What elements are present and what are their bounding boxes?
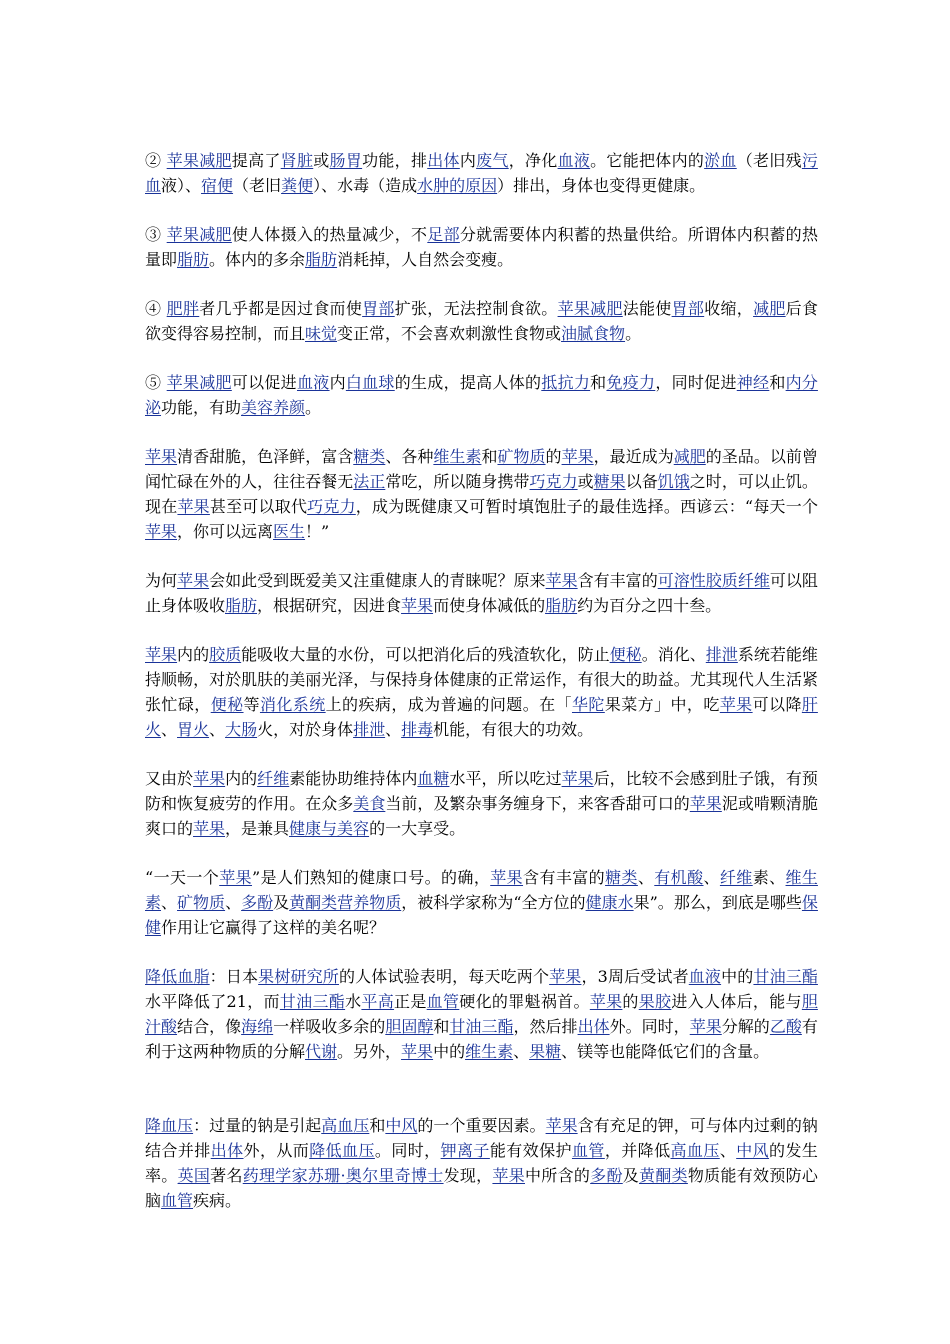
hyperlink[interactable]: 血管 <box>426 992 460 1011</box>
hyperlink[interactable]: 宿便 <box>201 176 234 195</box>
hyperlink[interactable]: 维生素 <box>465 1042 514 1061</box>
hyperlink[interactable]: 肥胖 <box>166 299 200 318</box>
text-segment: 、各种 <box>385 447 434 466</box>
text-segment: ，根据研究，因进食 <box>257 596 402 615</box>
text-segment: 提高了 <box>231 151 281 170</box>
hyperlink[interactable]: 健康水 <box>585 893 634 912</box>
text-segment: 外，从而 <box>243 1141 310 1160</box>
text-segment: 进入人体后，能与 <box>671 992 802 1011</box>
hyperlink[interactable]: 苹果 <box>219 868 253 887</box>
text-segment: 素、 <box>752 868 786 887</box>
text-segment: 清香甜脆，色泽鲜，富含 <box>177 447 354 466</box>
hyperlink[interactable]: 减肥 <box>673 447 706 466</box>
text-segment: （老旧残 <box>736 151 802 170</box>
hyperlink[interactable]: 果树研究所 <box>258 967 339 986</box>
hyperlink[interactable]: 乙酸 <box>769 1017 802 1036</box>
paragraph-4 <box>145 370 818 420</box>
hyperlink[interactable]: 巧克力 <box>529 472 578 491</box>
text-segment: 和 <box>769 373 786 392</box>
hyperlink[interactable]: 可溶性胶质纤维 <box>657 571 770 590</box>
text-segment: 以备 <box>625 472 658 491</box>
text-segment: 、镁等也能降低它们的含量。 <box>561 1042 770 1061</box>
text-segment: 、 <box>703 868 720 887</box>
text-segment: 中的 <box>433 1042 466 1061</box>
hyperlink[interactable]: 矿物质 <box>497 447 546 466</box>
hyperlink[interactable]: 胃部 <box>671 299 705 318</box>
hyperlink[interactable]: 出体 <box>210 1141 244 1160</box>
hyperlink[interactable]: 胃火 <box>177 720 210 739</box>
hyperlink[interactable]: 海绵 <box>241 1017 274 1036</box>
hyperlink[interactable]: 脂肪 <box>305 250 338 269</box>
text-segment: 内的 <box>177 645 210 664</box>
text-segment: 或 <box>313 151 330 170</box>
text-segment: 扩张，无法控制食欲。 <box>394 299 558 318</box>
text-segment: 、 <box>161 893 178 912</box>
hyperlink[interactable]: 便秘 <box>210 695 244 714</box>
hyperlink[interactable]: 多酚 <box>590 1166 623 1185</box>
hyperlink[interactable]: 高血压 <box>321 1116 370 1135</box>
hyperlink[interactable]: 苹果 <box>561 769 594 788</box>
hyperlink[interactable]: 苹果 <box>145 645 178 664</box>
hyperlink[interactable]: 减肥 <box>753 299 786 318</box>
text-segment: ，是兼具 <box>225 819 290 838</box>
text-segment: 能吸收大量的水份，可以把消化后的残渣软化，防止 <box>241 645 610 664</box>
text-segment: ”是人们熟知的健康口号。的确， <box>252 868 491 887</box>
paragraph-8 <box>145 766 818 841</box>
hyperlink[interactable]: 脂肪 <box>545 596 578 615</box>
hyperlink[interactable]: 苹果 <box>401 596 434 615</box>
hyperlink[interactable]: 代谢 <box>305 1042 338 1061</box>
text-segment: 内 <box>329 373 346 392</box>
hyperlink[interactable]: 血液 <box>557 151 591 170</box>
text-segment: 的圣品。以前曾闻忙碌在外的人，往往吞餐无 <box>145 447 818 491</box>
text-segment: 当前，及繁杂事务缠身下，来客香甜可口的 <box>385 794 690 813</box>
text-segment: ：日本 <box>209 967 259 986</box>
text-segment: 液）、 <box>161 176 202 195</box>
hyperlink[interactable]: 水肿的原因 <box>417 176 498 195</box>
text-segment: 火，对於身体 <box>257 720 354 739</box>
hyperlink[interactable]: 糖类 <box>605 868 638 887</box>
hyperlink[interactable]: 苏珊·奥尔里奇博士 <box>307 1166 444 1185</box>
text-segment: 之时，可以止饥。现在 <box>145 472 818 516</box>
text-segment: 物质能有效预防心脑 <box>145 1166 818 1210</box>
hyperlink[interactable]: 有机酸 <box>654 868 704 887</box>
text-segment: 为何 <box>145 571 178 590</box>
hyperlink[interactable]: 苹果 <box>145 522 178 541</box>
text-segment: 含有丰富的 <box>523 868 606 887</box>
text-segment: 消耗掉，人自然会变瘦。 <box>337 250 514 269</box>
hyperlink[interactable]: 苹果 <box>177 497 210 516</box>
text-segment: 。另外， <box>337 1042 402 1061</box>
text-segment: 中的 <box>721 967 754 986</box>
text-segment: 泥或啃颗清脆爽口的 <box>145 794 818 838</box>
hyperlink[interactable]: 苹果 <box>193 769 226 788</box>
hyperlink[interactable]: 苹果 <box>589 992 623 1011</box>
hyperlink[interactable]: 肾脏 <box>280 151 314 170</box>
hyperlink[interactable]: 肝火 <box>145 695 818 739</box>
hyperlink[interactable]: 果胶 <box>638 992 672 1011</box>
hyperlink[interactable]: 废气 <box>476 151 509 170</box>
hyperlink[interactable]: 苹果 <box>549 967 582 986</box>
hyperlink[interactable]: 血管 <box>571 1141 605 1160</box>
text-segment: 水平降低了21，而 <box>145 992 280 1011</box>
text-segment: 果菜方」中，吃 <box>604 695 720 714</box>
text-segment: 内的 <box>225 769 258 788</box>
text-segment: ② <box>145 151 167 170</box>
hyperlink[interactable]: 胆固醇 <box>385 1017 434 1036</box>
text-segment: ④ <box>145 299 167 318</box>
hyperlink[interactable]: 黄酮类营养物质 <box>289 893 402 912</box>
text-segment: 和 <box>590 373 607 392</box>
paragraph-6 <box>145 568 818 618</box>
hyperlink[interactable]: 苹果 <box>719 695 753 714</box>
hyperlink[interactable]: 糖类 <box>353 447 386 466</box>
hyperlink[interactable]: 高血压 <box>670 1141 720 1160</box>
hyperlink[interactable]: 饥饿 <box>657 472 690 491</box>
text-segment: 法能使 <box>622 299 672 318</box>
hyperlink[interactable]: 苹果 <box>177 571 210 590</box>
hyperlink[interactable]: 苹果 <box>561 447 594 466</box>
text-segment: ③ <box>145 225 167 244</box>
text-segment: 和 <box>369 1116 386 1135</box>
text-segment: 的 <box>545 447 562 466</box>
text-segment: 中所含的 <box>525 1166 591 1185</box>
hyperlink[interactable]: 苹果 <box>193 819 226 838</box>
text-segment: 。 <box>625 324 642 343</box>
hyperlink[interactable]: 胃部 <box>362 299 395 318</box>
text-segment: 有利于这两种物质的分解 <box>145 1017 818 1061</box>
text-segment: 甚至可以取代 <box>209 497 308 516</box>
hyperlink[interactable]: 保健 <box>145 893 818 937</box>
text-segment: 分解的 <box>721 1017 770 1036</box>
text-segment: ）排出，身体也变得更健康。 <box>497 176 706 195</box>
text-segment: 和 <box>433 1017 450 1036</box>
text-segment: （老旧 <box>233 176 282 195</box>
text-segment: 外。同时， <box>609 1017 690 1036</box>
text-segment: 。体内的多余 <box>209 250 306 269</box>
hyperlink[interactable]: 肠胃 <box>329 151 363 170</box>
hyperlink[interactable]: 消化系统 <box>259 695 326 714</box>
hyperlink[interactable]: 降血压 <box>145 1116 194 1135</box>
hyperlink[interactable]: 维生素 <box>433 447 482 466</box>
hyperlink[interactable]: 胶质 <box>209 645 242 664</box>
hyperlink[interactable]: 白血球 <box>345 373 395 392</box>
paragraph-1 <box>145 148 818 198</box>
text-segment: 一样吸收多余的 <box>273 1017 386 1036</box>
hyperlink[interactable]: 钾离子 <box>440 1141 490 1160</box>
text-segment: 结合，像 <box>177 1017 242 1036</box>
hyperlink[interactable]: 甘油三酯 <box>449 1017 514 1036</box>
hyperlink[interactable]: 中风 <box>736 1141 770 1160</box>
text-segment: 含有丰富的 <box>577 571 658 590</box>
hyperlink[interactable]: 血液 <box>688 967 722 986</box>
text-segment: 收缩， <box>704 299 754 318</box>
hyperlink[interactable]: 油腻食物 <box>561 324 626 343</box>
hyperlink[interactable]: 苹果 <box>545 571 578 590</box>
paragraph-11 <box>145 1113 818 1213</box>
text-segment: 及 <box>273 893 290 912</box>
text-segment: 水平，所以吃过 <box>449 769 562 788</box>
hyperlink[interactable]: 苹果减肥 <box>166 225 232 244</box>
hyperlink[interactable]: 苹果 <box>689 1017 722 1036</box>
hyperlink[interactable]: 矿物质 <box>177 893 226 912</box>
text-segment: 。 <box>305 398 322 417</box>
hyperlink[interactable]: 英国 <box>177 1166 211 1185</box>
hyperlink[interactable]: 神经 <box>736 373 770 392</box>
hyperlink[interactable]: 巧克力 <box>307 497 356 516</box>
text-segment: 约为百分之四十叁。 <box>577 596 722 615</box>
text-segment: 、 <box>637 868 655 887</box>
hyperlink[interactable]: 苹果 <box>492 1166 525 1185</box>
text-segment: ，最近成为 <box>593 447 674 466</box>
hyperlink[interactable]: 苹果减肥 <box>166 373 232 392</box>
text-segment: 分就需要体内积蓄的热量供给。所谓体内积蓄的热量即 <box>145 225 818 269</box>
text-segment: 的生成，提高人体的 <box>394 373 542 392</box>
hyperlink[interactable]: 甘油三酯 <box>279 992 346 1011</box>
text-segment: ，净化 <box>508 151 558 170</box>
text-segment: 著名 <box>210 1166 243 1185</box>
text-segment: 疾病。 <box>193 1191 242 1210</box>
text-segment: ⑤ <box>145 373 167 392</box>
text-segment: 。同时， <box>374 1141 441 1160</box>
hyperlink[interactable]: 胆汁酸 <box>145 992 818 1036</box>
hyperlink[interactable]: 苹果 <box>545 1116 578 1135</box>
hyperlink[interactable]: 淤血 <box>704 151 737 170</box>
text-segment: ，你可以远离 <box>177 522 274 541</box>
paragraph-3 <box>145 296 818 346</box>
text-segment: 会如此受到既爱美又注重健康人的青睐呢？原来 <box>209 571 546 590</box>
text-segment: ，成为既健康又可暂时填饱肚子的最佳选择。西谚云：“每天一个 <box>355 497 818 516</box>
hyperlink[interactable]: 味觉 <box>305 324 338 343</box>
text-segment: ：过量的钠是引起 <box>193 1116 322 1135</box>
text-segment: ，同时促进 <box>655 373 737 392</box>
text-segment: 素能协助维持体内 <box>289 769 418 788</box>
hyperlink[interactable]: 美容养颜 <box>241 398 306 417</box>
text-segment: ，被科学家称为“全方位的 <box>401 893 586 912</box>
text-segment: 果”。那么，到底是哪些 <box>633 893 802 912</box>
hyperlink[interactable]: 大肠 <box>225 720 258 739</box>
text-segment: 和 <box>481 447 498 466</box>
text-segment: 上的疾病，成为普遍的问题。在「 <box>325 695 572 714</box>
text-segment: ，然后排 <box>513 1017 578 1036</box>
text-segment: 变正常，不会喜欢刺激性食物或 <box>337 324 562 343</box>
text-segment: 的 <box>622 992 639 1011</box>
hyperlink[interactable]: 多酚 <box>241 893 274 912</box>
hyperlink[interactable]: 苹果减肥 <box>557 299 623 318</box>
text-segment: 。它能把体内的 <box>590 151 705 170</box>
hyperlink[interactable]: 平高 <box>361 992 395 1011</box>
hyperlink[interactable]: 糖果 <box>593 472 626 491</box>
hyperlink[interactable]: 血管 <box>161 1191 194 1210</box>
text-segment: 、 <box>161 720 178 739</box>
paragraph-9 <box>145 865 818 940</box>
hyperlink[interactable]: 药理学家 <box>242 1166 308 1185</box>
hyperlink[interactable]: 美食 <box>353 794 386 813</box>
text-segment: 、 <box>209 720 226 739</box>
text-segment: 含有充足的钾，可与体内过剩的钠结合并排 <box>145 1116 818 1160</box>
text-segment: 后，比较不会感到肚子饿，有预防和恢复疲劳的作用。在众多 <box>145 769 818 813</box>
paragraph-5 <box>145 444 818 544</box>
hyperlink[interactable]: 足部 <box>427 225 460 244</box>
text-segment: 正是 <box>394 992 427 1011</box>
text-segment: “一天一个 <box>145 868 220 887</box>
text-segment: 能有效保护 <box>489 1141 572 1160</box>
hyperlink[interactable]: 降低血压 <box>309 1141 375 1160</box>
hyperlink[interactable]: 出体 <box>427 151 460 170</box>
text-segment: 、 <box>225 893 242 912</box>
hyperlink[interactable]: 降低血脂 <box>145 967 210 986</box>
text-segment: 作用让它赢得了这样的美名呢？ <box>161 918 386 937</box>
text-segment: 使人体摄入的热量减少，不 <box>231 225 428 244</box>
text-segment: 。消化、 <box>641 645 706 664</box>
text-segment: 、 <box>719 1141 737 1160</box>
hyperlink[interactable]: 免疫力 <box>606 373 656 392</box>
text-segment: ，并降低 <box>604 1141 671 1160</box>
hyperlink[interactable]: 出体 <box>577 1017 610 1036</box>
text-segment: 又由於 <box>145 769 194 788</box>
text-segment: 后食欲变得容易控制，而且 <box>145 299 818 343</box>
hyperlink[interactable]: 纤维 <box>257 769 290 788</box>
hyperlink[interactable]: 中风 <box>385 1116 418 1135</box>
text-segment: 或 <box>577 472 594 491</box>
hyperlink[interactable]: 医生 <box>273 522 306 541</box>
text-segment: 发现， <box>443 1166 493 1185</box>
text-segment: 系统若能维持顺畅，对於肌肤的美丽光泽，与保持身体健康的正常运作，有很大的助益。尤其现代人生活紧张忙碌， <box>145 645 818 714</box>
hyperlink[interactable]: 甘油三酯 <box>753 967 818 986</box>
hyperlink[interactable]: 血液 <box>296 373 330 392</box>
hyperlink[interactable]: 便秘 <box>609 645 642 664</box>
hyperlink[interactable]: 法正 <box>353 472 386 491</box>
hyperlink[interactable]: 抵抗力 <box>541 373 591 392</box>
text-segment: 的人体试验表明，每天吃两个 <box>338 967 550 986</box>
hyperlink[interactable]: 果糖 <box>529 1042 562 1061</box>
text-segment: 可以降 <box>752 695 802 714</box>
text-segment: 可以阻止身体吸收 <box>145 571 818 615</box>
text-segment: 机能，有很大的功效。 <box>433 720 594 739</box>
hyperlink[interactable]: 健康与美容 <box>289 819 370 838</box>
text-segment: 的发生率。 <box>145 1141 818 1185</box>
hyperlink[interactable]: 苹果减肥 <box>166 151 232 170</box>
hyperlink[interactable]: 粪便 <box>281 176 314 195</box>
text-segment: 等 <box>243 695 260 714</box>
text-segment: 的一个重要因素。 <box>417 1116 546 1135</box>
text-segment: 者几乎都是因过食而使 <box>199 299 363 318</box>
document-body <box>145 148 818 1213</box>
text-segment: ，3周后受试者 <box>581 967 689 986</box>
text-segment: 内 <box>459 151 477 170</box>
text-segment: 常吃，所以随身携带 <box>385 472 530 491</box>
text-segment: 硬化的罪魁祸首。 <box>459 992 590 1011</box>
paragraph-10 <box>145 964 818 1064</box>
text-segment: 水 <box>345 992 362 1011</box>
hyperlink[interactable]: 排毒 <box>401 720 434 739</box>
hyperlink[interactable]: 脂肪 <box>225 596 258 615</box>
hyperlink[interactable]: 苹果 <box>689 794 722 813</box>
hyperlink[interactable]: 华陀 <box>571 695 605 714</box>
text-segment: 可以促进 <box>231 373 297 392</box>
hyperlink[interactable]: 脂肪 <box>177 250 210 269</box>
paragraph-2 <box>145 222 818 272</box>
hyperlink[interactable]: 血糖 <box>417 769 450 788</box>
hyperlink[interactable]: 污血 <box>145 151 818 195</box>
text-segment: 而使身体减低的 <box>433 596 546 615</box>
text-segment: 、 <box>513 1042 530 1061</box>
hyperlink[interactable]: 内分泌 <box>145 373 818 417</box>
hyperlink[interactable]: 纤维 <box>719 868 753 887</box>
hyperlink[interactable]: 黄酮类 <box>639 1166 688 1185</box>
text-segment: ！” <box>305 522 330 541</box>
hyperlink[interactable]: 苹果 <box>490 868 524 887</box>
hyperlink[interactable]: 排泄 <box>353 720 386 739</box>
text-segment: ）、水毒（造成 <box>313 176 418 195</box>
hyperlink[interactable]: 苹果 <box>145 447 178 466</box>
hyperlink[interactable]: 苹果 <box>401 1042 434 1061</box>
text-segment: 功能，有助 <box>161 398 242 417</box>
text-segment: 及 <box>622 1166 640 1185</box>
paragraph-7 <box>145 642 818 742</box>
text-segment: 功能，排 <box>362 151 428 170</box>
text-segment: 、 <box>385 720 402 739</box>
hyperlink[interactable]: 维生素 <box>145 868 818 912</box>
hyperlink[interactable]: 排泄 <box>705 645 738 664</box>
text-segment: 的一大享受。 <box>369 819 466 838</box>
